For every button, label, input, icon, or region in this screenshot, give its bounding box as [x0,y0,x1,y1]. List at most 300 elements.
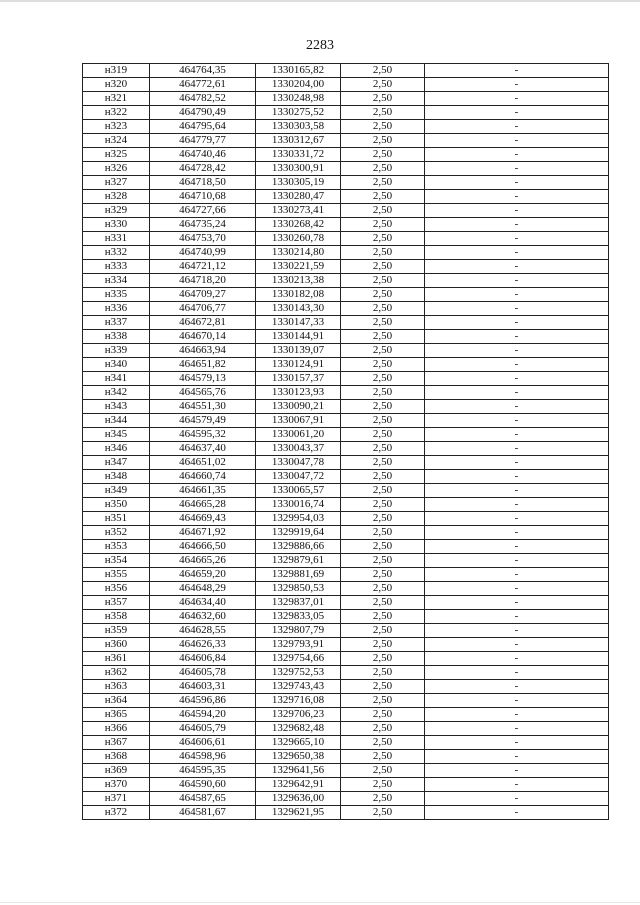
table-row [83,778,609,792]
x-coordinate-cell: 464626,33 [150,638,256,652]
point-id-cell: н359 [83,624,150,638]
point-id-cell: н364 [83,694,150,708]
note-cell: - [425,330,609,344]
accuracy-cell: 2,50 [341,568,425,582]
note-cell: - [425,624,609,638]
note-cell: - [425,288,609,302]
x-coordinate-cell: 464665,26 [150,554,256,568]
point-id-cell: н352 [83,526,150,540]
point-id-cell: н348 [83,470,150,484]
accuracy-cell: 2,50 [341,78,425,92]
y-coordinate-cell: 1330144,91 [256,330,341,344]
note-cell: - [425,302,609,316]
table-row [83,750,609,764]
accuracy-cell: 2,50 [341,344,425,358]
table-row [83,246,609,260]
table-row [83,792,609,806]
x-coordinate-cell: 464779,77 [150,134,256,148]
x-coordinate-cell: 464665,28 [150,498,256,512]
x-coordinate-cell: 464581,67 [150,806,256,820]
note-cell: - [425,680,609,694]
y-coordinate-cell: 1330303,58 [256,120,341,134]
point-id-cell: н345 [83,428,150,442]
accuracy-cell: 2,50 [341,764,425,778]
y-coordinate-cell: 1329954,03 [256,512,341,526]
point-id-cell: н344 [83,414,150,428]
point-id-cell: н338 [83,330,150,344]
y-coordinate-cell: 1329919,64 [256,526,341,540]
accuracy-cell: 2,50 [341,582,425,596]
y-coordinate-cell: 1329642,91 [256,778,341,792]
point-id-cell: н342 [83,386,150,400]
x-coordinate-cell: 464598,96 [150,750,256,764]
y-coordinate-cell: 1329743,43 [256,680,341,694]
table-row [83,232,609,246]
x-coordinate-cell: 464590,60 [150,778,256,792]
y-coordinate-cell: 1330165,82 [256,64,341,78]
note-cell: - [425,204,609,218]
x-coordinate-cell: 464579,49 [150,414,256,428]
accuracy-cell: 2,50 [341,260,425,274]
point-id-cell: н343 [83,400,150,414]
x-coordinate-cell: 464606,84 [150,652,256,666]
point-id-cell: н333 [83,260,150,274]
table-row [83,134,609,148]
accuracy-cell: 2,50 [341,428,425,442]
point-id-cell: н372 [83,806,150,820]
note-cell: - [425,806,609,820]
y-coordinate-cell: 1330280,47 [256,190,341,204]
table-row [83,806,609,820]
y-coordinate-cell: 1329716,08 [256,694,341,708]
accuracy-cell: 2,50 [341,540,425,554]
point-id-cell: н347 [83,456,150,470]
x-coordinate-cell: 464721,12 [150,260,256,274]
note-cell: - [425,386,609,400]
note-cell: - [425,638,609,652]
table-row [83,708,609,722]
note-cell: - [425,106,609,120]
x-coordinate-cell: 464671,92 [150,526,256,540]
point-id-cell: н369 [83,764,150,778]
accuracy-cell: 2,50 [341,106,425,120]
x-coordinate-cell: 464663,94 [150,344,256,358]
table-row [83,582,609,596]
y-coordinate-cell: 1329636,00 [256,792,341,806]
note-cell: - [425,722,609,736]
accuracy-cell: 2,50 [341,400,425,414]
point-id-cell: н328 [83,190,150,204]
note-cell: - [425,456,609,470]
x-coordinate-cell: 464587,65 [150,792,256,806]
x-coordinate-cell: 464718,50 [150,176,256,190]
note-cell: - [425,666,609,680]
point-id-cell: н323 [83,120,150,134]
point-id-cell: н367 [83,736,150,750]
accuracy-cell: 2,50 [341,554,425,568]
table-row [83,470,609,484]
table-row [83,218,609,232]
y-coordinate-cell: 1330123,93 [256,386,341,400]
y-coordinate-cell: 1329793,91 [256,638,341,652]
y-coordinate-cell: 1329754,66 [256,652,341,666]
table-row [83,610,609,624]
point-id-cell: н319 [83,64,150,78]
x-coordinate-cell: 464660,74 [150,470,256,484]
point-id-cell: н353 [83,540,150,554]
point-id-cell: н365 [83,708,150,722]
accuracy-cell: 2,50 [341,232,425,246]
point-id-cell: н330 [83,218,150,232]
note-cell: - [425,218,609,232]
accuracy-cell: 2,50 [341,204,425,218]
table-row [83,764,609,778]
y-coordinate-cell: 1330221,59 [256,260,341,274]
point-id-cell: н350 [83,498,150,512]
table-row [83,428,609,442]
x-coordinate-cell: 464579,13 [150,372,256,386]
table-row [83,694,609,708]
y-coordinate-cell: 1330268,42 [256,218,341,232]
table-row [83,400,609,414]
note-cell: - [425,554,609,568]
point-id-cell: н370 [83,778,150,792]
table-row [83,148,609,162]
accuracy-cell: 2,50 [341,680,425,694]
table-row [83,456,609,470]
table-row [83,92,609,106]
point-id-cell: н329 [83,204,150,218]
table-row [83,344,609,358]
scan-edge-top [0,0,640,2]
accuracy-cell: 2,50 [341,190,425,204]
x-coordinate-cell: 464648,29 [150,582,256,596]
x-coordinate-cell: 464632,60 [150,610,256,624]
note-cell: - [425,134,609,148]
table-row [83,330,609,344]
note-cell: - [425,736,609,750]
y-coordinate-cell: 1330300,91 [256,162,341,176]
table-row [83,64,609,78]
y-coordinate-cell: 1329850,53 [256,582,341,596]
coordinates-table [82,63,609,820]
accuracy-cell: 2,50 [341,484,425,498]
note-cell: - [425,64,609,78]
table-row [83,358,609,372]
accuracy-cell: 2,50 [341,288,425,302]
x-coordinate-cell: 464772,61 [150,78,256,92]
x-coordinate-cell: 464666,50 [150,540,256,554]
note-cell: - [425,120,609,134]
y-coordinate-cell: 1330331,72 [256,148,341,162]
x-coordinate-cell: 464605,79 [150,722,256,736]
point-id-cell: н363 [83,680,150,694]
point-id-cell: н339 [83,344,150,358]
table-row [83,568,609,582]
point-id-cell: н362 [83,666,150,680]
y-coordinate-cell: 1330043,37 [256,442,341,456]
accuracy-cell: 2,50 [341,470,425,484]
y-coordinate-cell: 1330260,78 [256,232,341,246]
accuracy-cell: 2,50 [341,778,425,792]
point-id-cell: н322 [83,106,150,120]
y-coordinate-cell: 1330090,21 [256,400,341,414]
note-cell: - [425,246,609,260]
coordinates-table-body [83,64,609,820]
accuracy-cell: 2,50 [341,498,425,512]
table-row [83,316,609,330]
note-cell: - [425,708,609,722]
y-coordinate-cell: 1330248,98 [256,92,341,106]
point-id-cell: н327 [83,176,150,190]
accuracy-cell: 2,50 [341,610,425,624]
x-coordinate-cell: 464709,27 [150,288,256,302]
y-coordinate-cell: 1329641,56 [256,764,341,778]
point-id-cell: н361 [83,652,150,666]
table-row [83,204,609,218]
note-cell: - [425,190,609,204]
x-coordinate-cell: 464740,46 [150,148,256,162]
x-coordinate-cell: 464659,20 [150,568,256,582]
point-id-cell: н336 [83,302,150,316]
table-row [83,78,609,92]
x-coordinate-cell: 464628,55 [150,624,256,638]
point-id-cell: н357 [83,596,150,610]
point-id-cell: н324 [83,134,150,148]
page-number: 2283 [306,38,334,53]
y-coordinate-cell: 1329881,69 [256,568,341,582]
table-row [83,386,609,400]
accuracy-cell: 2,50 [341,330,425,344]
accuracy-cell: 2,50 [341,652,425,666]
note-cell: - [425,372,609,386]
note-cell: - [425,358,609,372]
accuracy-cell: 2,50 [341,442,425,456]
y-coordinate-cell: 1329833,05 [256,610,341,624]
x-coordinate-cell: 464672,81 [150,316,256,330]
table-row [83,288,609,302]
table-row [83,414,609,428]
x-coordinate-cell: 464565,76 [150,386,256,400]
x-coordinate-cell: 464706,77 [150,302,256,316]
x-coordinate-cell: 464605,78 [150,666,256,680]
x-coordinate-cell: 464637,40 [150,442,256,456]
accuracy-cell: 2,50 [341,358,425,372]
accuracy-cell: 2,50 [341,638,425,652]
note-cell: - [425,484,609,498]
table-row [83,722,609,736]
y-coordinate-cell: 1330016,74 [256,498,341,512]
accuracy-cell: 2,50 [341,120,425,134]
table-row [83,372,609,386]
table-row [83,526,609,540]
note-cell: - [425,582,609,596]
table-row [83,176,609,190]
table-row [83,260,609,274]
point-id-cell: н349 [83,484,150,498]
x-coordinate-cell: 464651,82 [150,358,256,372]
x-coordinate-cell: 464634,40 [150,596,256,610]
x-coordinate-cell: 464606,61 [150,736,256,750]
x-coordinate-cell: 464710,68 [150,190,256,204]
point-id-cell: н325 [83,148,150,162]
y-coordinate-cell: 1330143,30 [256,302,341,316]
table-row [83,596,609,610]
table-row [83,736,609,750]
note-cell: - [425,232,609,246]
y-coordinate-cell: 1330204,00 [256,78,341,92]
x-coordinate-cell: 464782,52 [150,92,256,106]
table-row [83,652,609,666]
accuracy-cell: 2,50 [341,456,425,470]
accuracy-cell: 2,50 [341,596,425,610]
accuracy-cell: 2,50 [341,526,425,540]
note-cell: - [425,414,609,428]
x-coordinate-cell: 464753,70 [150,232,256,246]
y-coordinate-cell: 1330061,20 [256,428,341,442]
y-coordinate-cell: 1330275,52 [256,106,341,120]
point-id-cell: н351 [83,512,150,526]
point-id-cell: н356 [83,582,150,596]
x-coordinate-cell: 464727,66 [150,204,256,218]
table-row [83,680,609,694]
note-cell: - [425,148,609,162]
y-coordinate-cell: 1329650,38 [256,750,341,764]
accuracy-cell: 2,50 [341,176,425,190]
point-id-cell: н321 [83,92,150,106]
note-cell: - [425,274,609,288]
accuracy-cell: 2,50 [341,792,425,806]
x-coordinate-cell: 464718,20 [150,274,256,288]
x-coordinate-cell: 464764,35 [150,64,256,78]
x-coordinate-cell: 464596,86 [150,694,256,708]
scan-edge-bottom [0,902,640,903]
note-cell: - [425,442,609,456]
y-coordinate-cell: 1329621,95 [256,806,341,820]
note-cell: - [425,428,609,442]
note-cell: - [425,540,609,554]
accuracy-cell: 2,50 [341,708,425,722]
point-id-cell: н326 [83,162,150,176]
note-cell: - [425,610,609,624]
x-coordinate-cell: 464735,24 [150,218,256,232]
note-cell: - [425,400,609,414]
table-row [83,540,609,554]
point-id-cell: н331 [83,232,150,246]
accuracy-cell: 2,50 [341,694,425,708]
y-coordinate-cell: 1330147,33 [256,316,341,330]
y-coordinate-cell: 1330067,91 [256,414,341,428]
x-coordinate-cell: 464603,31 [150,680,256,694]
y-coordinate-cell: 1329837,01 [256,596,341,610]
y-coordinate-cell: 1330047,78 [256,456,341,470]
note-cell: - [425,750,609,764]
point-id-cell: н332 [83,246,150,260]
note-cell: - [425,778,609,792]
note-cell: - [425,764,609,778]
accuracy-cell: 2,50 [341,666,425,680]
y-coordinate-cell: 1329807,79 [256,624,341,638]
table-row [83,554,609,568]
accuracy-cell: 2,50 [341,806,425,820]
point-id-cell: н358 [83,610,150,624]
note-cell: - [425,652,609,666]
accuracy-cell: 2,50 [341,624,425,638]
accuracy-cell: 2,50 [341,64,425,78]
point-id-cell: н337 [83,316,150,330]
point-id-cell: н354 [83,554,150,568]
y-coordinate-cell: 1329752,53 [256,666,341,680]
x-coordinate-cell: 464595,32 [150,428,256,442]
note-cell: - [425,512,609,526]
note-cell: - [425,92,609,106]
note-cell: - [425,316,609,330]
note-cell: - [425,694,609,708]
accuracy-cell: 2,50 [341,512,425,526]
point-id-cell: н320 [83,78,150,92]
accuracy-cell: 2,50 [341,372,425,386]
accuracy-cell: 2,50 [341,162,425,176]
table-row [83,512,609,526]
table-row [83,120,609,134]
point-id-cell: н335 [83,288,150,302]
table-row [83,498,609,512]
point-id-cell: н360 [83,638,150,652]
y-coordinate-cell: 1330047,72 [256,470,341,484]
x-coordinate-cell: 464594,20 [150,708,256,722]
point-id-cell: н334 [83,274,150,288]
table-row [83,274,609,288]
table-row [83,190,609,204]
point-id-cell: н368 [83,750,150,764]
point-id-cell: н366 [83,722,150,736]
note-cell: - [425,78,609,92]
x-coordinate-cell: 464795,64 [150,120,256,134]
y-coordinate-cell: 1330214,80 [256,246,341,260]
y-coordinate-cell: 1330273,41 [256,204,341,218]
note-cell: - [425,498,609,512]
table-row [83,624,609,638]
y-coordinate-cell: 1330182,08 [256,288,341,302]
note-cell: - [425,568,609,582]
note-cell: - [425,176,609,190]
table-row [83,106,609,120]
note-cell: - [425,596,609,610]
y-coordinate-cell: 1329682,48 [256,722,341,736]
note-cell: - [425,470,609,484]
accuracy-cell: 2,50 [341,750,425,764]
point-id-cell: н355 [83,568,150,582]
y-coordinate-cell: 1330139,07 [256,344,341,358]
y-coordinate-cell: 1329879,61 [256,554,341,568]
y-coordinate-cell: 1330305,19 [256,176,341,190]
x-coordinate-cell: 464790,49 [150,106,256,120]
point-id-cell: н371 [83,792,150,806]
accuracy-cell: 2,50 [341,246,425,260]
table-row [83,484,609,498]
y-coordinate-cell: 1330157,37 [256,372,341,386]
table-row [83,302,609,316]
point-id-cell: н341 [83,372,150,386]
y-coordinate-cell: 1329665,10 [256,736,341,750]
accuracy-cell: 2,50 [341,386,425,400]
table-row [83,638,609,652]
y-coordinate-cell: 1329706,23 [256,708,341,722]
y-coordinate-cell: 1330065,57 [256,484,341,498]
x-coordinate-cell: 464728,42 [150,162,256,176]
point-id-cell: н340 [83,358,150,372]
y-coordinate-cell: 1330213,38 [256,274,341,288]
